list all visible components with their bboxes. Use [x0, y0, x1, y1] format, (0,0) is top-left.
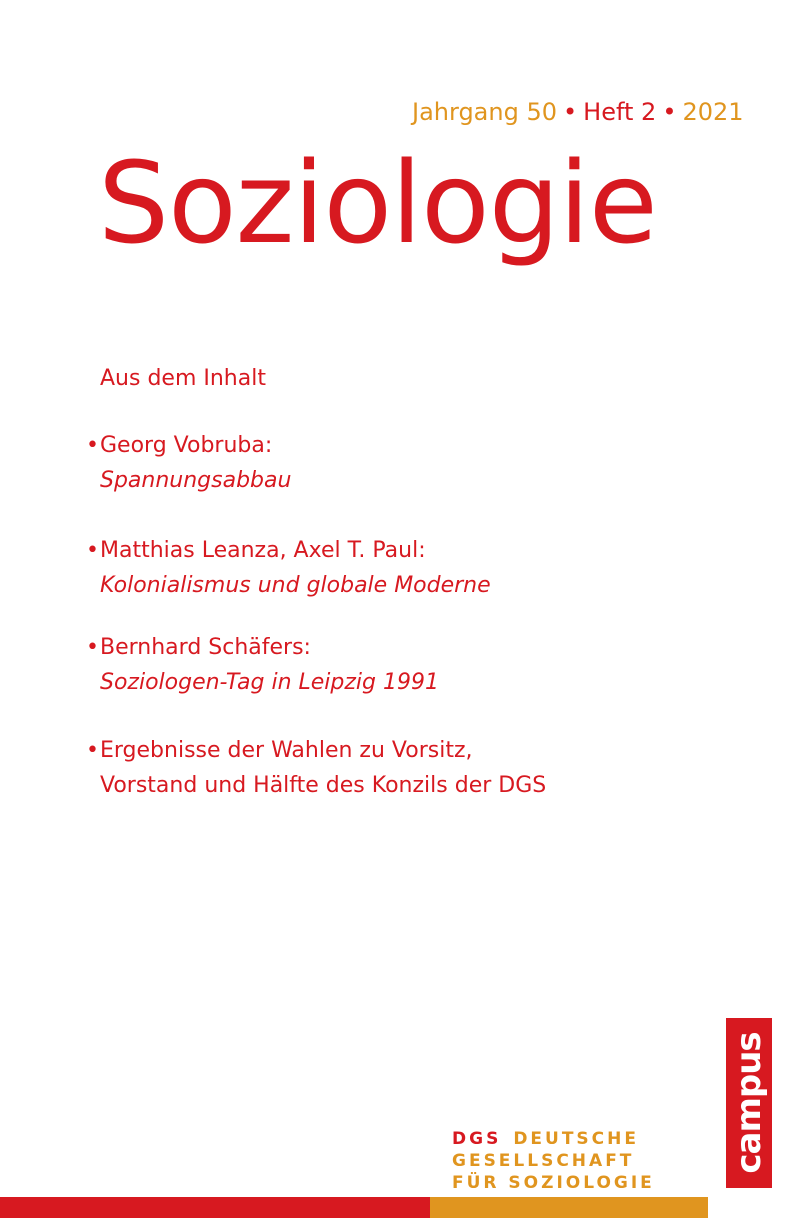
issue-number: Heft 2: [583, 98, 657, 126]
journal-title: Soziologie: [98, 139, 657, 269]
toc-title: Spannungsabbau: [100, 468, 292, 493]
publisher-name: campus: [729, 1032, 769, 1174]
society-logo: [452, 1128, 655, 1194]
toc-author: Georg Vobruba:: [100, 433, 273, 458]
toc-line: Ergebnisse der Wahlen zu Vorsitz,: [100, 738, 473, 763]
bottom-color-bar: [0, 1197, 800, 1218]
society-abbr: DGS: [452, 1129, 502, 1149]
toc-item: [86, 733, 546, 803]
bullet: •: [86, 738, 99, 763]
red-bar: [0, 1197, 430, 1218]
volume-label: Jahrgang 50: [412, 98, 557, 126]
bullet: •: [86, 538, 99, 563]
toc-author: Bernhard Schäfers:: [100, 635, 311, 660]
society-line: DEUTSCHE: [513, 1129, 639, 1149]
bullet: •: [86, 635, 99, 660]
orange-bar: [430, 1197, 708, 1218]
separator: •: [563, 98, 578, 126]
toc-title: Kolonialismus und globale Moderne: [100, 573, 491, 598]
society-line: GESELLSCHAFT: [452, 1151, 635, 1171]
society-line: FÜR SOZIOLOGIE: [452, 1173, 655, 1193]
toc-author: Matthias Leanza, Axel T. Paul:: [100, 538, 426, 563]
toc-line: Vorstand und Hälfte des Konzils der DGS: [100, 773, 547, 798]
issue-year: 2021: [682, 98, 744, 126]
separator: •: [662, 98, 677, 126]
bullet: •: [86, 433, 99, 458]
publisher-logo: [726, 1018, 772, 1188]
toc-item: [86, 533, 491, 603]
issue-info: [412, 98, 744, 126]
toc-item: [86, 630, 439, 700]
toc-item: [86, 428, 291, 498]
toc-title: Soziologen-Tag in Leipzig 1991: [100, 670, 439, 695]
contents-heading: Aus dem Inhalt: [100, 366, 266, 391]
